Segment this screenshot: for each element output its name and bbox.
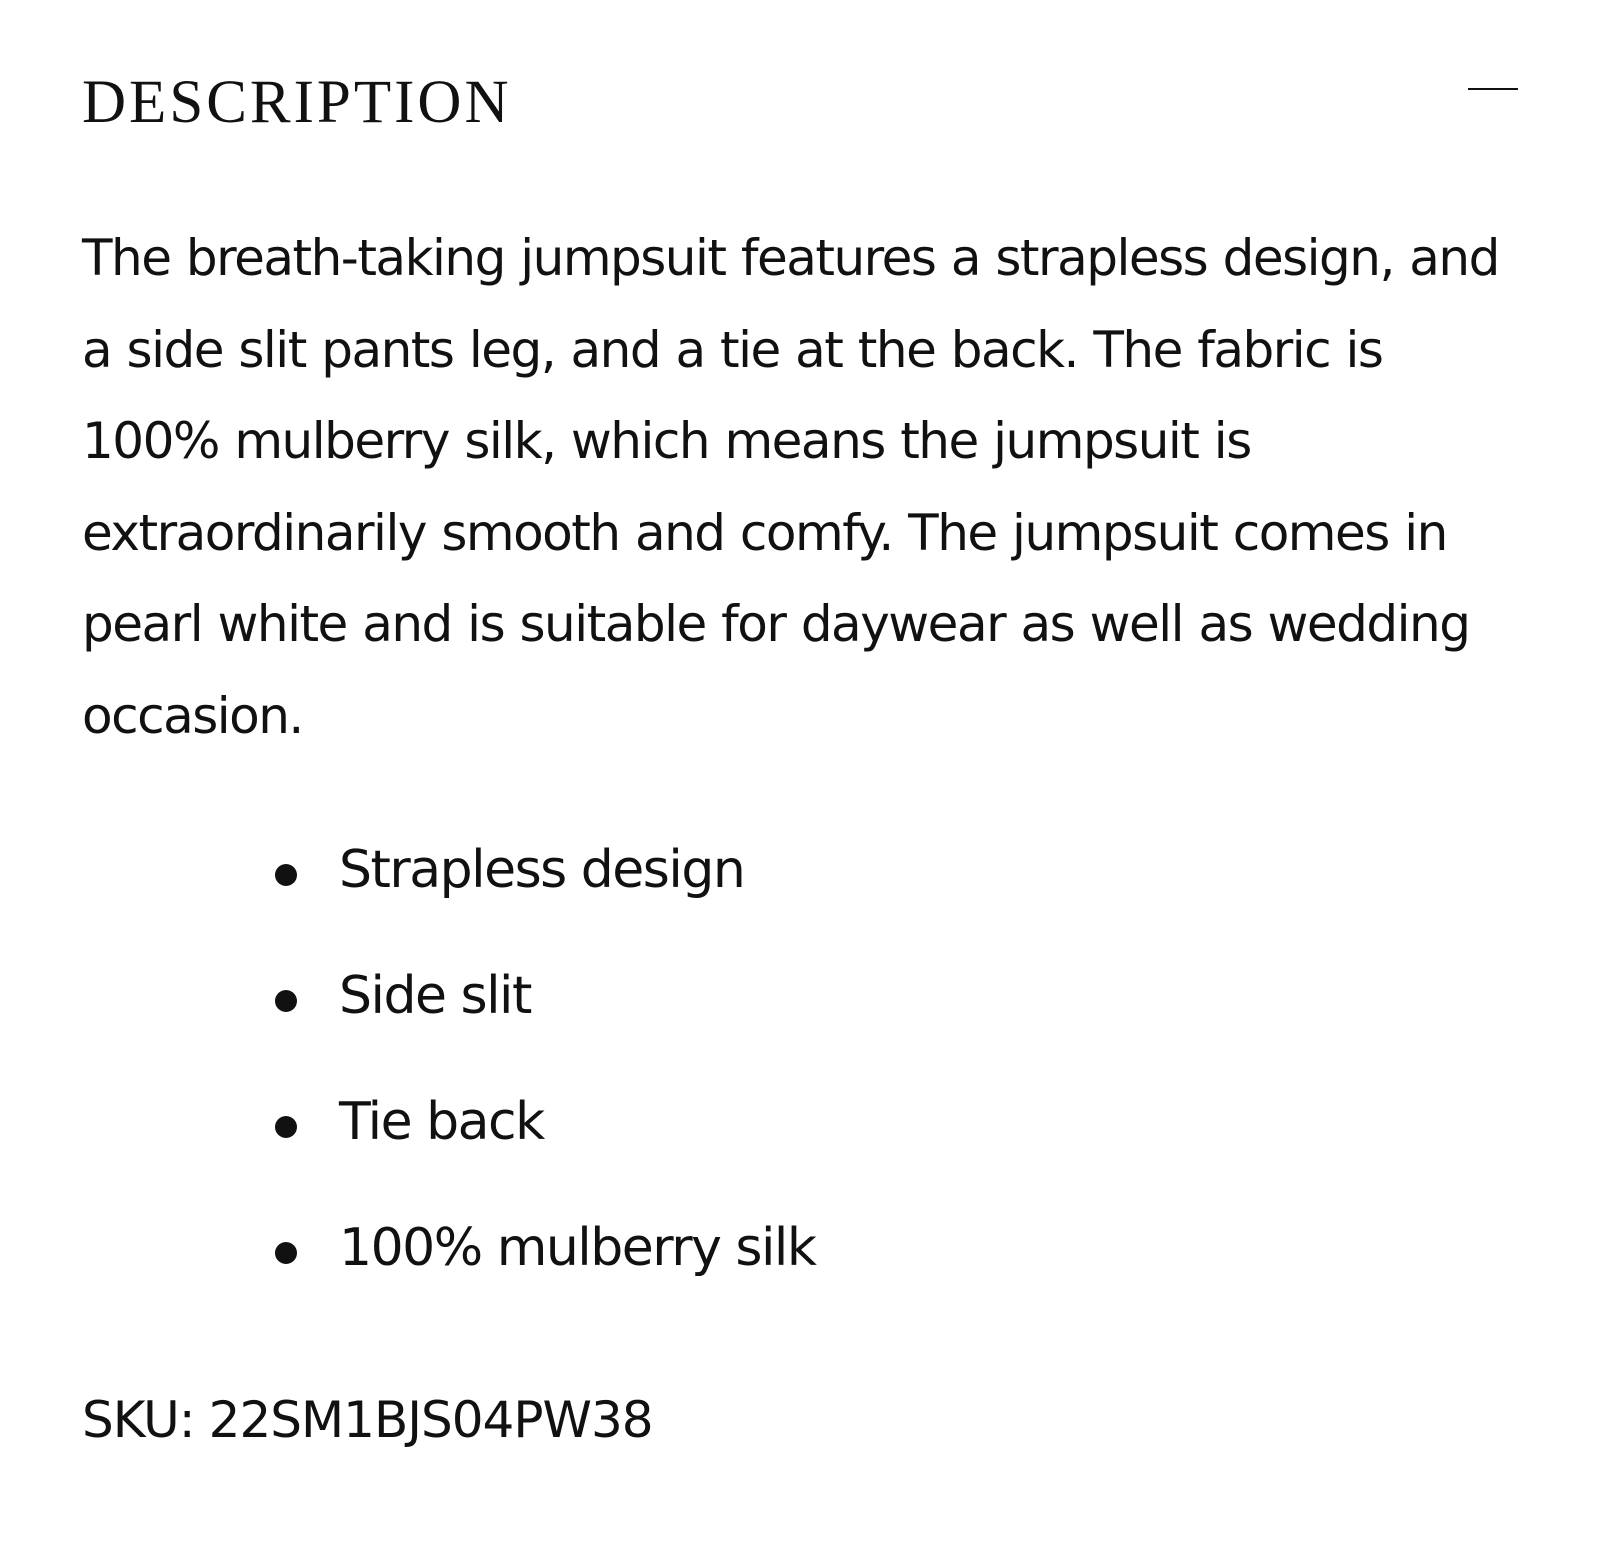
feature-label: Strapless design — [339, 840, 745, 900]
bullet-icon — [275, 864, 297, 886]
feature-label: Side slit — [339, 966, 531, 1026]
collapse-button[interactable] — [1464, 66, 1522, 106]
feature-label: 100% mulberry silk — [339, 1218, 816, 1278]
description-text: The breath-taking jumpsuit features a strapless design, and a side slit pants leg, and a tie at the back. The fabric is 100% mulberry silk, which means the jumpsuit is extraordinarily smooth and comfy. The jumpsuit comes in pearl white and is suitable for daywear as well as wedding occasion. — [82, 229, 1499, 745]
sku-value: 22SM1BJS04PW38 — [208, 1391, 653, 1449]
bullet-icon — [275, 1116, 297, 1138]
bullet-icon — [275, 1242, 297, 1264]
section-title: DESCRIPTION — [82, 69, 512, 136]
feature-label: Tie back — [339, 1092, 544, 1152]
minus-icon — [1468, 88, 1518, 90]
section-header[interactable] — [82, 58, 1522, 148]
sku-line — [82, 1390, 653, 1450]
bullet-icon — [275, 990, 297, 1012]
sku-label: SKU: — [82, 1391, 195, 1449]
